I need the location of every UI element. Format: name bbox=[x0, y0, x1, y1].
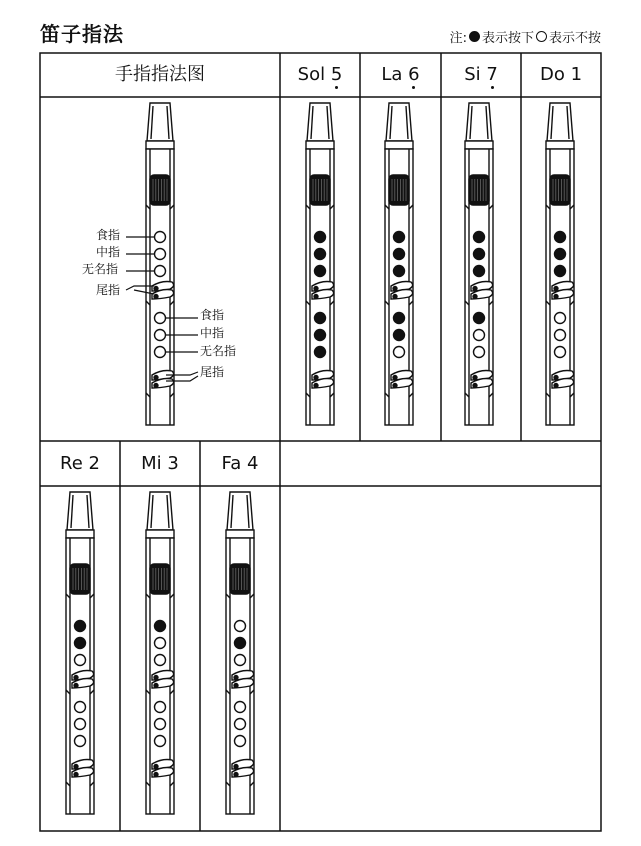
open-hole bbox=[394, 347, 405, 358]
pinky-key bbox=[552, 371, 574, 389]
page-title: 笛子指法 bbox=[40, 22, 124, 46]
open-hole bbox=[235, 736, 246, 747]
label-pinky-top: 尾指 bbox=[96, 283, 121, 297]
closed-hole bbox=[555, 249, 566, 260]
header-note-si bbox=[441, 66, 521, 84]
note-number: 4 bbox=[247, 453, 259, 474]
flute-note-mi bbox=[146, 492, 174, 814]
note-name: Do bbox=[539, 64, 565, 85]
label-index-bottom: 食指 bbox=[200, 308, 225, 322]
closed-hole bbox=[555, 266, 566, 277]
legend-pressed: 表示按下 bbox=[481, 31, 534, 46]
closed-hole bbox=[394, 232, 405, 243]
pinky-key bbox=[552, 282, 574, 300]
label-ring-bottom: 无名指 bbox=[200, 344, 237, 358]
closed-hole bbox=[474, 266, 485, 277]
open-hole bbox=[235, 719, 246, 730]
note-name: Fa bbox=[221, 453, 242, 474]
flute-diagram bbox=[146, 103, 174, 425]
note-number: 3 bbox=[167, 453, 179, 474]
header-note-mi bbox=[120, 455, 200, 473]
open-hole bbox=[155, 719, 166, 730]
closed-hole bbox=[394, 249, 405, 260]
open-hole bbox=[75, 702, 86, 713]
pinky-key bbox=[471, 371, 493, 389]
label-ring-top: 无名指 bbox=[82, 262, 119, 276]
flute-note-fa bbox=[226, 492, 254, 814]
open-hole bbox=[555, 313, 566, 324]
pinky-key bbox=[471, 282, 493, 300]
pinky-key bbox=[232, 671, 254, 689]
header-note-fa bbox=[200, 455, 280, 473]
closed-hole bbox=[555, 232, 566, 243]
closed-hole bbox=[315, 330, 326, 341]
open-hole bbox=[155, 232, 166, 243]
open-hole bbox=[474, 330, 485, 341]
label-middle-bottom: 中指 bbox=[200, 326, 225, 340]
closed-hole bbox=[394, 313, 405, 324]
open-hole bbox=[155, 736, 166, 747]
note-name: Sol bbox=[297, 64, 326, 85]
pinky-key bbox=[391, 282, 413, 300]
closed-hole bbox=[315, 266, 326, 277]
open-hole bbox=[155, 249, 166, 260]
closed-hole bbox=[394, 266, 405, 277]
flute-note-do bbox=[546, 103, 574, 425]
note-number: 1 bbox=[570, 64, 583, 85]
closed-hole bbox=[474, 249, 485, 260]
open-hole bbox=[155, 655, 166, 666]
pinky-key bbox=[391, 371, 413, 389]
pinky-key bbox=[152, 282, 174, 300]
closed-hole bbox=[75, 638, 86, 649]
open-hole bbox=[155, 347, 166, 358]
header-note-re bbox=[40, 455, 120, 473]
closed-hole bbox=[315, 347, 326, 358]
open-hole bbox=[235, 702, 246, 713]
note-number: 7 bbox=[486, 64, 498, 85]
open-hole bbox=[155, 313, 166, 324]
label-index-top: 食指 bbox=[96, 228, 121, 242]
open-hole bbox=[555, 347, 566, 358]
header-note-sol bbox=[280, 66, 360, 84]
closed-hole bbox=[315, 232, 326, 243]
closed-hole bbox=[75, 621, 86, 632]
label-pinky-bottom: 尾指 bbox=[200, 365, 225, 379]
closed-hole bbox=[155, 621, 166, 632]
open-hole bbox=[474, 347, 485, 358]
flute-note-sol bbox=[306, 103, 334, 425]
label-middle-top: 中指 bbox=[96, 245, 121, 259]
open-hole bbox=[155, 266, 166, 277]
pinky-key bbox=[152, 671, 174, 689]
closed-hole bbox=[235, 638, 246, 649]
open-hole bbox=[235, 655, 246, 666]
note-number: 5 bbox=[330, 64, 343, 85]
open-hole bbox=[155, 330, 166, 341]
open-hole bbox=[235, 621, 246, 632]
pinky-key bbox=[72, 671, 94, 689]
open-hole bbox=[75, 655, 86, 666]
closed-hole bbox=[394, 330, 405, 341]
open-hole bbox=[75, 736, 86, 747]
closed-hole bbox=[474, 313, 485, 324]
open-hole bbox=[75, 719, 86, 730]
pinky-key bbox=[152, 371, 174, 389]
note-name: La bbox=[381, 64, 403, 85]
pinky-key bbox=[312, 282, 334, 300]
note-number: 6 bbox=[408, 64, 420, 85]
legend-open: 表示不按 bbox=[548, 31, 601, 46]
flute-note-la bbox=[385, 103, 413, 425]
legend-prefix: 注: bbox=[449, 31, 467, 46]
header-note-la bbox=[360, 66, 441, 84]
closed-hole bbox=[474, 232, 485, 243]
note-name: Si bbox=[464, 64, 481, 85]
closed-hole bbox=[315, 313, 326, 324]
header-fingering-diagram: 手指指法图 bbox=[115, 64, 205, 85]
closed-hole bbox=[315, 249, 326, 260]
pinky-key bbox=[312, 371, 334, 389]
open-hole bbox=[155, 638, 166, 649]
pinky-key bbox=[152, 760, 174, 778]
flute-note-si bbox=[465, 103, 493, 425]
note-name: Mi bbox=[141, 453, 162, 474]
pinky-key bbox=[232, 760, 254, 778]
pinky-key bbox=[72, 760, 94, 778]
open-hole bbox=[155, 702, 166, 713]
header-note-do bbox=[521, 66, 601, 84]
note-name: Re bbox=[60, 453, 83, 474]
flute-note-re bbox=[66, 492, 94, 814]
open-hole bbox=[555, 330, 566, 341]
note-number: 2 bbox=[88, 453, 100, 474]
